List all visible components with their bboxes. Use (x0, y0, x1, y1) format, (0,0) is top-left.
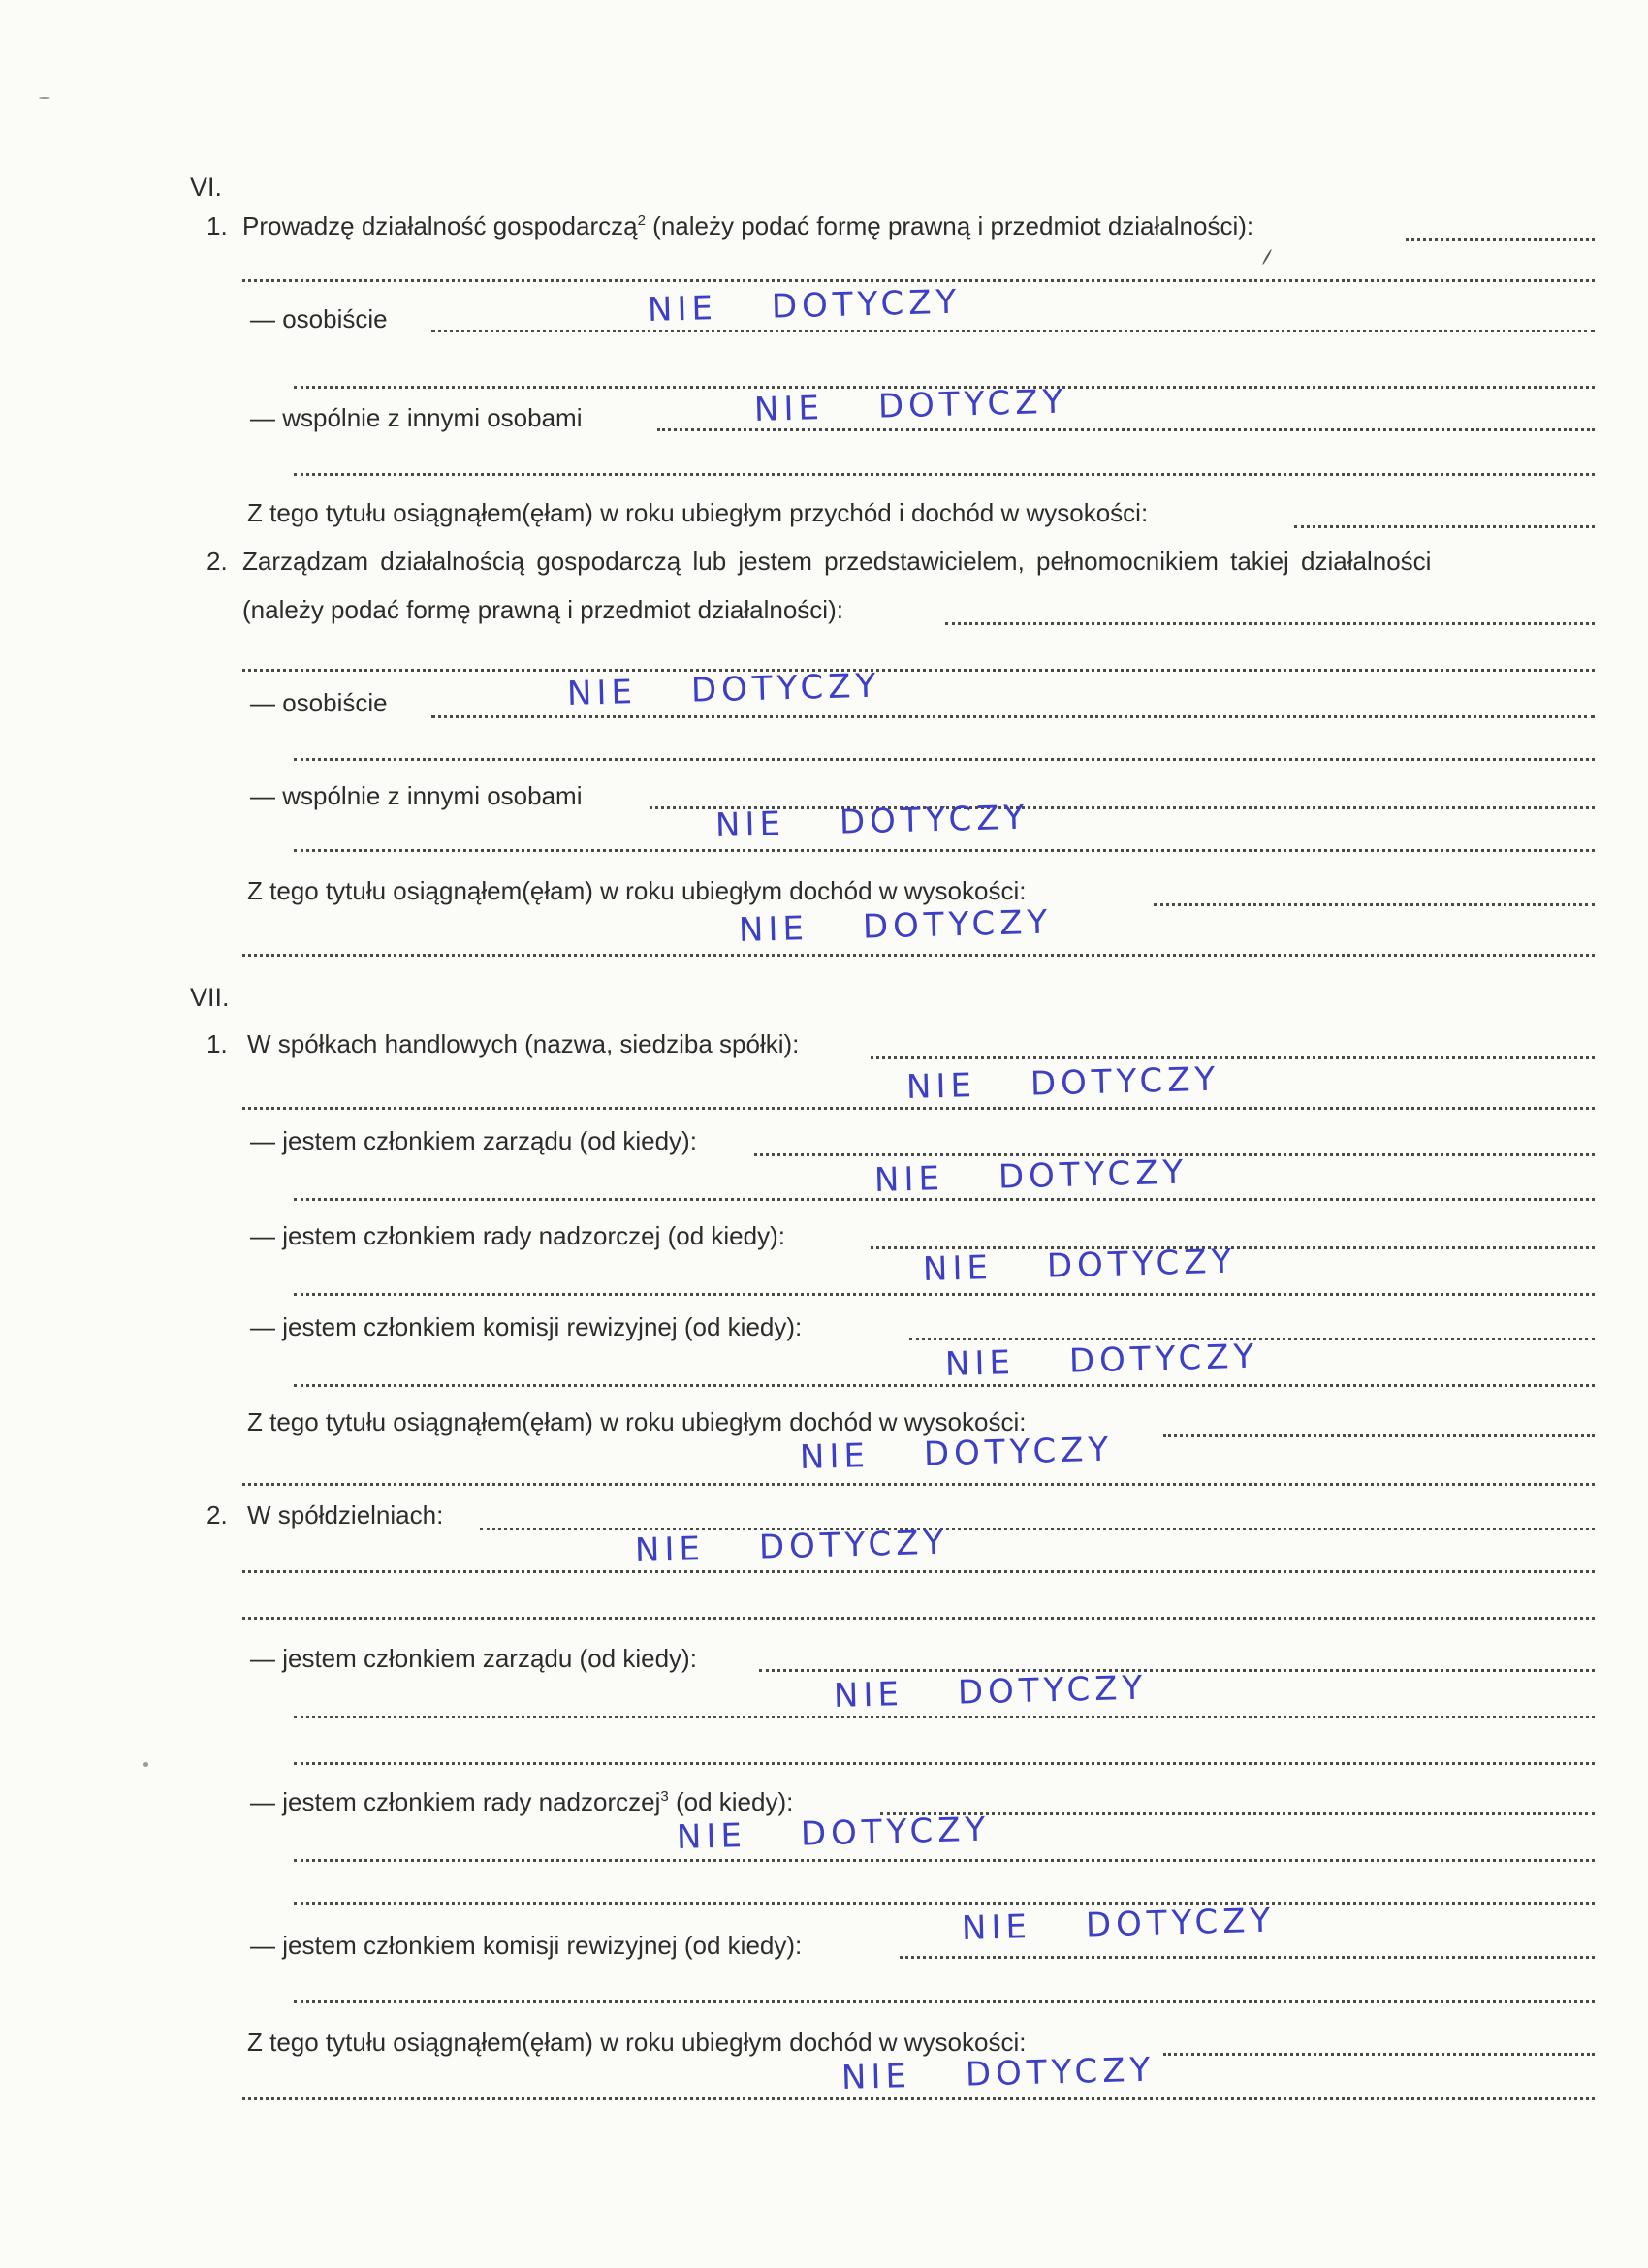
handwritten-answer: NIE DOTYCZY (647, 282, 962, 330)
item-vii-2-supervisory-label: — jestem członkiem rady nadzorczej$^3$ (od kiedy): (250, 1787, 794, 1816)
fill-line-vii-2-income[interactable] (1163, 2053, 1595, 2056)
fill-line-vii-2-supervisory-cont2[interactable] (294, 1902, 1595, 1905)
fill-line-vii-1-income[interactable] (1163, 1434, 1595, 1437)
fill-line-vi-1-form-cont[interactable] (242, 279, 1595, 282)
item-vii-2-number: 2. (206, 1500, 228, 1529)
fill-line-vii-2-board-cont2[interactable] (294, 1762, 1595, 1765)
item-vii-1-board-label: — jestem członkiem zarządu (od kiedy): (250, 1126, 697, 1155)
fill-line-vii-1-supervisory-cont[interactable] (294, 1293, 1595, 1296)
fill-line-vii-1-name-cont[interactable] (242, 1107, 1595, 1110)
fill-line-vii-1-income-cont[interactable] (242, 1483, 1595, 1486)
handwritten-answer: NIE DOTYCZY (944, 1337, 1259, 1384)
item-vi-2-number: 2. (206, 547, 228, 576)
handwritten-answer: NIE DOTYCZY (753, 382, 1068, 429)
item-vii-1-income-label: Z tego tytułu osiągnąłem(ęłam) w roku ubiegłym dochód w wysokości: (247, 1407, 1027, 1436)
section-vii-heading: VII. (190, 983, 230, 1012)
scan-speck (143, 1762, 148, 1767)
fill-line-vii-2-board-cont[interactable] (294, 1716, 1595, 1718)
item-vi-1-income-label: Z tego tytułu osiągnąłem(ęłam) w roku ubiegłym przychód i dochód w wysokości: (247, 498, 1149, 527)
item-vi-1-label: Prowadzę działalność gospodarczą$^2$ (należy podać formę prawną i przedmiot działalności): (242, 211, 1254, 240)
fill-line-vii-2-supervisory-cont[interactable] (294, 1859, 1595, 1862)
item-vi-1-personally-label: — osobiście (250, 304, 388, 333)
item-vi-2-income-label: Z tego tytułu osiągnąłem(ęłam) w roku ubiegłym dochód w wysokości: (247, 876, 1027, 905)
fill-line-vii-1-audit-cont[interactable] (294, 1384, 1595, 1387)
item-vii-1-number: 1. (206, 1029, 228, 1058)
handwritten-answer: NIE DOTYCZY (873, 1152, 1188, 1200)
fill-line-vii-2-board[interactable] (759, 1669, 1595, 1672)
handwritten-answer: NIE DOTYCZY (961, 1901, 1276, 1948)
item-vi-2-personally-label: — osobiście (250, 688, 388, 717)
fill-line-vii-2-name-cont[interactable] (242, 1570, 1595, 1573)
fill-line-vi-2-personally[interactable] (431, 715, 1595, 718)
pen-stroke (1262, 249, 1273, 266)
section-vi-heading: VI. (190, 173, 223, 202)
item-vi-2-label-line2: (należy podać formę prawną i przedmiot działalności): (242, 595, 843, 624)
handwritten-answer: NIE DOTYCZY (634, 1523, 949, 1570)
item-vii-2-board-label: — jestem członkiem zarządu (od kiedy): (250, 1644, 697, 1673)
fill-line-vi-1-income[interactable] (1294, 525, 1595, 528)
item-vi-1-number: 1. (206, 211, 228, 240)
handwritten-answer: NIE DOTYCZY (922, 1242, 1237, 1289)
fill-line-vi-2-income[interactable] (1154, 903, 1595, 906)
item-vii-2-audit-label: — jestem członkiem komisji rewizyjnej (od kiedy): (250, 1931, 803, 1960)
handwritten-answer: NIE DOTYCZY (738, 902, 1053, 950)
item-vi-1-jointly-label: — wspólnie z innymi osobami (250, 403, 583, 432)
fill-line-vi-1-jointly[interactable] (657, 428, 1595, 431)
fill-line-vi-2-jointly-cont[interactable] (294, 849, 1595, 852)
fill-line-vii-2-audit-cont[interactable] (294, 2000, 1595, 2003)
fill-line-vi-2-form-cont[interactable] (242, 669, 1595, 672)
item-vii-2-label: W spółdzielniach: (247, 1500, 444, 1529)
item-vii-1-label: W spółkach handlowych (nazwa, siedziba spółki): (247, 1029, 800, 1058)
handwritten-answer: NIE DOTYCZY (676, 1810, 991, 1857)
fill-line-vii-2-income-cont[interactable] (242, 2097, 1595, 2100)
handwritten-answer: NIE DOTYCZY (833, 1668, 1148, 1716)
scan-speck (39, 97, 50, 99)
fill-line-vii-1-name[interactable] (871, 1056, 1595, 1059)
fill-line-vii-2-name[interactable] (480, 1528, 1595, 1530)
handwritten-answer: NIE DOTYCZY (799, 1430, 1114, 1477)
item-vi-2-jointly-label: — wspólnie z innymi osobami (250, 781, 583, 810)
handwritten-answer: NIE DOTYCZY (840, 2050, 1156, 2097)
item-vii-1-supervisory-label: — jestem członkiem rady nadzorczej (od kiedy): (250, 1221, 785, 1250)
fill-line-vi-1-personally[interactable] (431, 330, 1595, 332)
fill-line-vi-2-personally-cont[interactable] (294, 758, 1595, 761)
handwritten-answer: NIE DOTYCZY (714, 798, 1030, 845)
fill-line-vi-1-form[interactable] (1406, 238, 1595, 241)
item-vi-2-label-line1: Zarządzam działalnością gospodarczą lub jestem przedstawicielem, pełnomocnikiem takiej działalności (242, 547, 1432, 576)
fill-line-vi-1-jointly-cont[interactable] (294, 473, 1595, 476)
fill-line-vi-2-income-cont[interactable] (242, 954, 1595, 957)
fill-line-vii-2-audit[interactable] (900, 1956, 1595, 1959)
fill-line-vii-2-name-cont2[interactable] (242, 1617, 1595, 1620)
handwritten-answer: NIE DOTYCZY (905, 1059, 1220, 1107)
handwritten-answer: NIE DOTYCZY (566, 666, 881, 713)
fill-line-vi-2-form[interactable] (945, 622, 1595, 625)
item-vii-1-audit-label: — jestem członkiem komisji rewizyjnej (od kiedy): (250, 1312, 803, 1341)
item-vii-2-income-label: Z tego tytułu osiągnąłem(ęłam) w roku ubiegłym dochód w wysokości: (247, 2028, 1027, 2057)
fill-line-vii-1-board-cont[interactable] (294, 1198, 1595, 1201)
